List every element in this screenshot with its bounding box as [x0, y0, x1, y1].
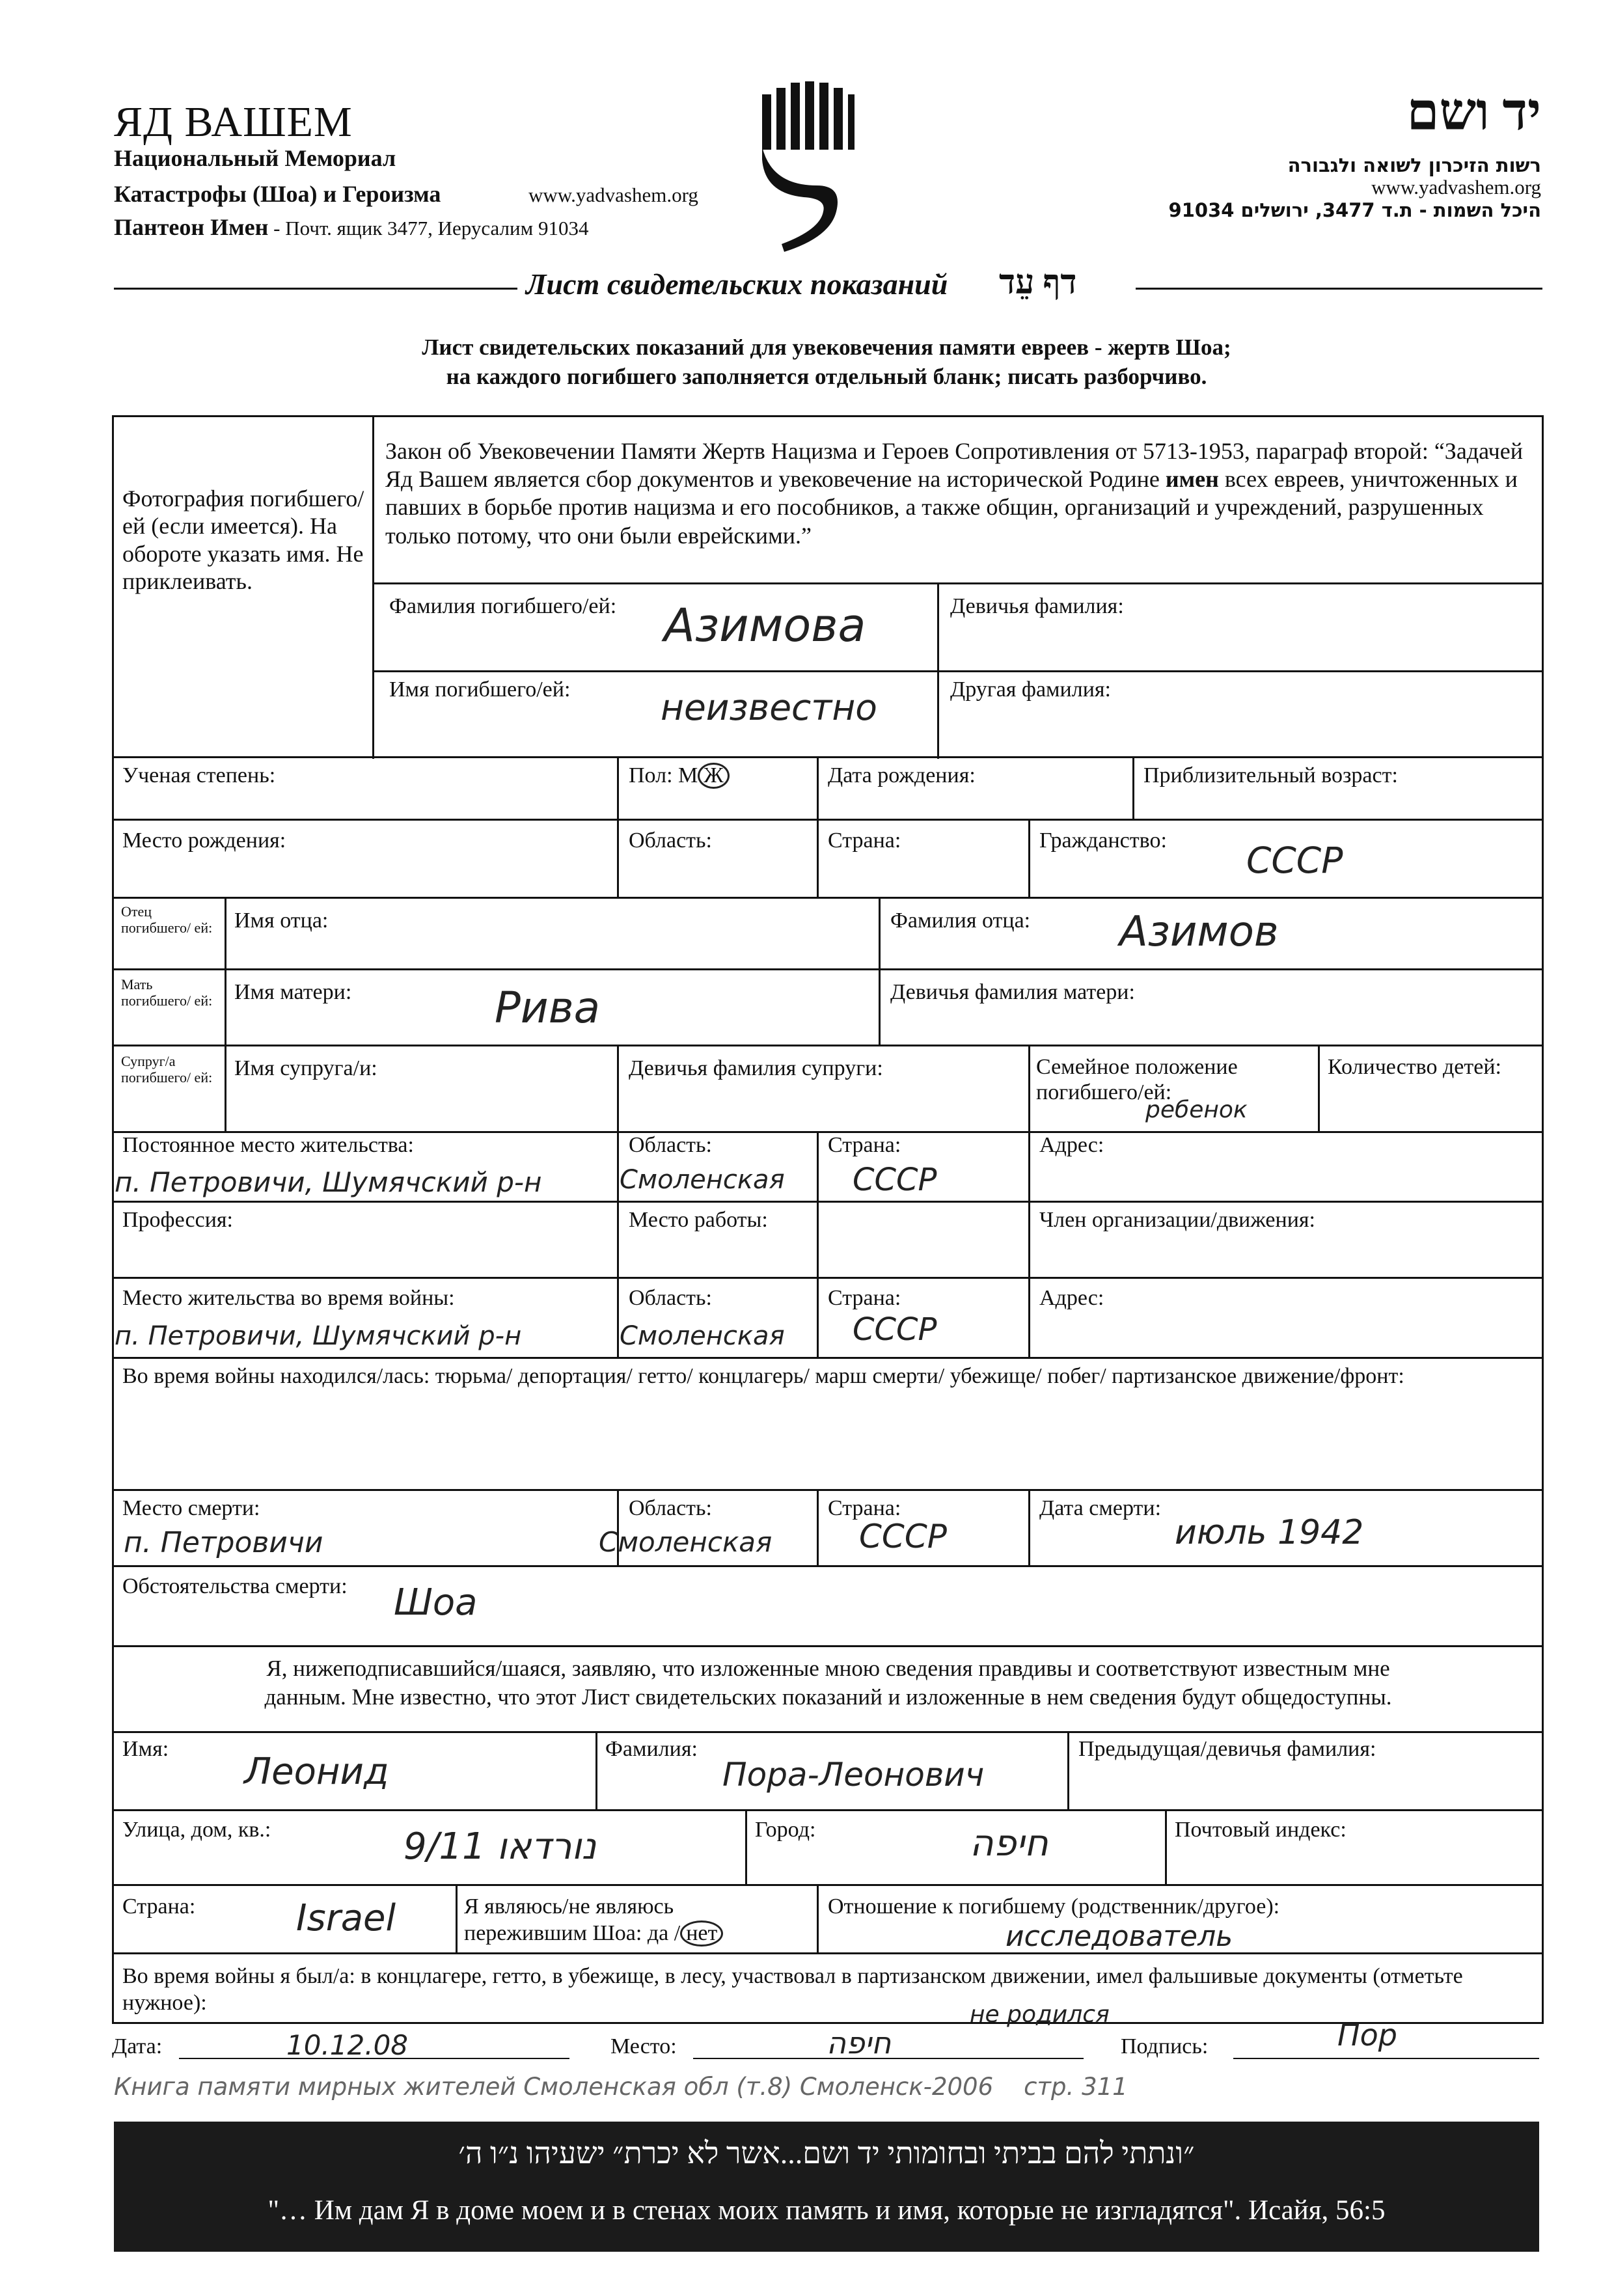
city-value[interactable]: חיפה — [970, 1822, 1048, 1865]
death-date-label: Дата смерти: — [1039, 1496, 1162, 1520]
war-residence-label: Место жительства во время войны: — [122, 1286, 455, 1310]
citizenship-value[interactable]: СССР — [1246, 840, 1343, 881]
col-rule — [1318, 1045, 1320, 1131]
website-right: www.yadvashem.org — [1371, 176, 1541, 198]
submitter-surname-value[interactable]: Пора-Леонович — [722, 1756, 985, 1794]
death-place-label: Место смерти: — [122, 1496, 260, 1520]
family-status-label: Семейное положение погибшего/ей: — [1036, 1055, 1238, 1105]
previous-surname-label: Предыдущая/девичья фамилия: — [1078, 1737, 1376, 1761]
org-title-he: יד ושם — [1406, 84, 1541, 141]
col-rule — [817, 1884, 819, 1952]
victim-surname-label: Фамилия погибшего/ей: — [389, 594, 617, 618]
victim-name-value[interactable]: неизвестно — [661, 687, 877, 728]
other-surname-label: Другая фамилия: — [950, 677, 1111, 702]
submitter-name-label: Имя: — [122, 1737, 169, 1761]
circumstances-label: Обстоятельства смерти: — [122, 1574, 348, 1598]
law-text-bold: имен — [1165, 466, 1219, 493]
victim-name-label: Имя погибшего/ей: — [389, 677, 571, 702]
place-value[interactable]: חיפה — [827, 2025, 892, 2060]
spouse-name-label: Имя супруга/и: — [234, 1056, 377, 1080]
col-rule — [817, 756, 819, 898]
death-region-value[interactable]: Смоленская — [599, 1526, 773, 1558]
citizenship-label: Гражданство: — [1039, 828, 1167, 853]
survivor-label-2 — [464, 1920, 723, 1947]
birth-place-label: Место рождения: — [122, 828, 286, 853]
workplace-label: Место работы: — [629, 1208, 768, 1232]
sex-label: Пол: М — [629, 763, 698, 787]
submitter-country-value[interactable]: Israel — [296, 1897, 396, 1939]
war-residence-value[interactable]: п. Петровичи, Шумячский р-н — [115, 1321, 522, 1351]
survivor-no-circled[interactable]: нет — [680, 1920, 723, 1947]
col-rule — [817, 1489, 819, 1566]
father-side-label: Отец погибшего/ ей: — [121, 903, 213, 936]
row-rule — [112, 1357, 1544, 1359]
col-rule — [1028, 1489, 1030, 1566]
city-label: Город: — [755, 1818, 816, 1842]
row-rule — [112, 1731, 1544, 1733]
degree-label: Ученая степень: — [122, 763, 276, 787]
declaration-text — [114, 1654, 1542, 1712]
mother-side-label: Мать погибшего/ ей: — [121, 976, 213, 1009]
form-title: Лист свидетельских показаний — [526, 267, 948, 301]
row-rule — [112, 1565, 1544, 1567]
organization-label: Член организации/движения: — [1039, 1208, 1315, 1232]
residence-value[interactable]: п. Петровичи, Шумячский р-н — [115, 1166, 542, 1198]
father-surname-value[interactable]: Азимов — [1119, 908, 1279, 956]
birth-region-label: Область: — [629, 828, 712, 853]
law-text-start: Закон об Увековечении Памяти Жертв Нацизма и Героев Сопротивления от 5713-1953, параграф второй: “Задачей Яд Вашем является сбор документов и увековечение на исторической Родине — [385, 438, 1524, 493]
war-country-label: Страна: — [828, 1286, 901, 1310]
spouse-maiden-label: Девичья фамилия супруги: — [629, 1056, 883, 1080]
col-rule — [225, 897, 226, 1131]
street-label: Улица, дом, кв.: — [122, 1818, 271, 1842]
title-rule-right — [1136, 288, 1542, 290]
row-rule — [112, 1489, 1544, 1491]
row-rule — [112, 1045, 1544, 1046]
sex-field[interactable] — [629, 763, 730, 789]
residence-country-value[interactable]: СССР — [853, 1162, 937, 1198]
profession-label: Профессия: — [122, 1208, 233, 1232]
col-rule — [595, 1731, 597, 1809]
col-rule — [1165, 1809, 1167, 1884]
residence-label: Постоянное место жительства: — [122, 1133, 414, 1157]
banner-hebrew: ״ונתתי להם בביתי ובחומותי יד ושם...אשר לא יכרת״ ישעיהו נ״ו ה׳ — [458, 2137, 1195, 2170]
death-country-label: Страна: — [828, 1496, 901, 1520]
submitter-name-value[interactable]: Леонид — [244, 1751, 389, 1793]
war-country-value[interactable]: СССР — [853, 1311, 937, 1348]
war-region-value[interactable]: Смоленская — [620, 1321, 785, 1351]
declaration-line-2: данным. Мне известно, что этот Лист свидетельских показаний и изложенные в нем сведения будут общедоступны. — [264, 1684, 1392, 1710]
family-status-value[interactable]: ребенок — [1145, 1097, 1248, 1123]
law-text — [385, 437, 1534, 550]
row-rule — [112, 756, 1544, 758]
survivor-field[interactable] — [464, 1894, 723, 1947]
source-note: Книга памяти мирных жителей Смоленская обл (т.8) Смоленск-2006 стр. 311 — [114, 2073, 1128, 2101]
website-left: www.yadvashem.org — [528, 184, 698, 206]
row-rule — [112, 1645, 1544, 1647]
residence-region-label: Область: — [629, 1133, 712, 1157]
sex-female-circled[interactable]: Ж — [698, 763, 729, 789]
title-rule-left — [114, 288, 517, 290]
signature-underline — [1233, 2058, 1539, 2059]
relation-label: Отношение к погибшему (родственник/другое): — [828, 1894, 1280, 1919]
death-region-label: Область: — [629, 1496, 712, 1520]
place-label: Место: — [610, 2034, 677, 2058]
war-documents-value[interactable]: не родился — [970, 2001, 1110, 2028]
residence-region-value[interactable]: Смоленская — [620, 1165, 785, 1195]
mother-name-label: Имя матери: — [234, 980, 352, 1004]
war-documents-label: Во время войны я был/а: в концлагере, гетто, в убежище, в лесу, участвовал в партизанском движении, имел фальшивые документы (отметьте нужное): — [122, 1964, 1463, 2015]
col-rule — [1132, 756, 1134, 819]
col-rule — [817, 1131, 819, 1358]
row-rule — [112, 897, 1544, 899]
col-rule — [617, 756, 619, 898]
row-rule — [112, 819, 1544, 821]
menorah-logo — [758, 81, 856, 254]
org-he-line-3: היכל השמות - ת.ד 3477, ירושלים 91034 — [1168, 199, 1541, 221]
victim-surname-value[interactable]: Азимова — [664, 599, 866, 652]
death-country-value[interactable]: СССР — [859, 1518, 947, 1555]
survivor-label-1: Я являюсь/не являюсь — [464, 1894, 674, 1919]
row-rule — [372, 582, 1544, 584]
war-region-label: Область: — [629, 1286, 712, 1310]
col-rule — [1028, 819, 1030, 898]
row-rule — [112, 1201, 1544, 1203]
death-date-value[interactable]: июль 1942 — [1175, 1513, 1364, 1552]
org-line-3-bold: Пантеон Имен — [114, 214, 269, 240]
mother-name-value[interactable]: Рива — [495, 983, 601, 1033]
date-label: Дата: — [112, 2034, 163, 2058]
approx-age-label: Приблизительный возраст: — [1143, 763, 1398, 787]
col-rule — [456, 1884, 458, 1952]
photo-divider — [372, 415, 374, 759]
row-rule — [112, 968, 1544, 970]
survivor-label-2-text: пережившим Шоа: да / — [464, 1920, 681, 1945]
relation-value[interactable]: исследователь — [1005, 1920, 1233, 1953]
spouse-side-label: Супруг/а погибшего/ ей: — [121, 1053, 213, 1086]
org-line-1: Национальный Мемориал — [114, 145, 396, 171]
maiden-name-label: Девичья фамилия: — [950, 594, 1124, 618]
photo-box-label: Фотография погибшего/ей (если имеется). На обороте указать имя. Не приклеивать. — [122, 485, 364, 595]
birth-country-label: Страна: — [828, 828, 901, 853]
banner-russian: "… Им дам Я в доме моем и в стенах моих память и имя, которые не изгладятся". Исайя, 56:5 — [267, 2195, 1386, 2226]
residence-country-label: Страна: — [828, 1133, 901, 1157]
intro-text — [114, 333, 1539, 392]
org-line-3-address: - Почт. ящик 3477, Иерусалим 91034 — [268, 217, 589, 239]
col-rule — [745, 1809, 747, 1884]
row-rule — [112, 1884, 1544, 1886]
row-rule — [112, 1277, 1544, 1279]
father-name-label: Имя отца: — [234, 909, 329, 933]
war-address-label: Адрес: — [1039, 1286, 1104, 1310]
father-surname-label: Фамилия отца: — [890, 909, 1031, 933]
declaration-line-1: Я, нижеподписавшийся/шаяся, заявляю, что изложенные мною сведения правдивы и соответствуют известным мне — [266, 1656, 1390, 1681]
org-title-ru: ЯД ВАШЕМ — [114, 98, 353, 146]
zip-label: Почтовый индекс: — [1175, 1818, 1347, 1842]
form-title-he: דף עֵד — [999, 264, 1077, 301]
intro-line-1: Лист свидетельских показаний для увековечения памяти евреев - жертв Шоа; — [422, 335, 1231, 360]
submitter-country-label: Страна: — [122, 1894, 196, 1919]
street-value[interactable]: 9/11 נורדאו — [404, 1825, 597, 1868]
signature-value[interactable]: Пор — [1337, 2017, 1397, 2053]
org-line-2: Катастрофы (Шоа) и Героизма — [114, 181, 441, 207]
birth-date-label: Дата рождения: — [828, 763, 976, 787]
col-rule — [879, 897, 881, 1045]
date-value[interactable]: 10.12.08 — [286, 2029, 409, 2061]
intro-line-2: на каждого погибшего заполняется отдельный бланк; писать разборчиво. — [446, 363, 1207, 389]
row-rule — [112, 1809, 1544, 1811]
row-rule — [372, 670, 1544, 672]
org-he-line-1: רשות הזיכרון לשואה ולגבורה — [1287, 154, 1541, 176]
row-rule — [112, 1952, 1544, 1954]
law-text-end: всех евреев, уничтоженных и павших в борьбе против нацизма и его пособников, а также общин, организаций и учреждений, разрушенных только потому, что они были еврейскими.” — [385, 466, 1518, 549]
signature-label: Подпись: — [1121, 2034, 1209, 2058]
col-rule — [1067, 1731, 1069, 1809]
circumstances-value[interactable]: Шоа — [394, 1581, 478, 1624]
children-count-label: Количество детей: — [1328, 1055, 1501, 1079]
org-line-3 — [114, 213, 589, 241]
during-war-label: Во время войны находился/лась: тюрьма/ депортация/ гетто/ концлагерь/ марш смерти/ убежище/ побег/ партизанское движение/фронт: — [122, 1364, 1404, 1388]
submitter-surname-label: Фамилия: — [605, 1737, 698, 1761]
death-place-value[interactable]: п. Петровичи — [124, 1526, 323, 1559]
mother-maiden-label: Девичья фамилия матери: — [890, 980, 1135, 1004]
quote-banner — [114, 2122, 1539, 2252]
residence-address-label: Адрес: — [1039, 1133, 1104, 1157]
